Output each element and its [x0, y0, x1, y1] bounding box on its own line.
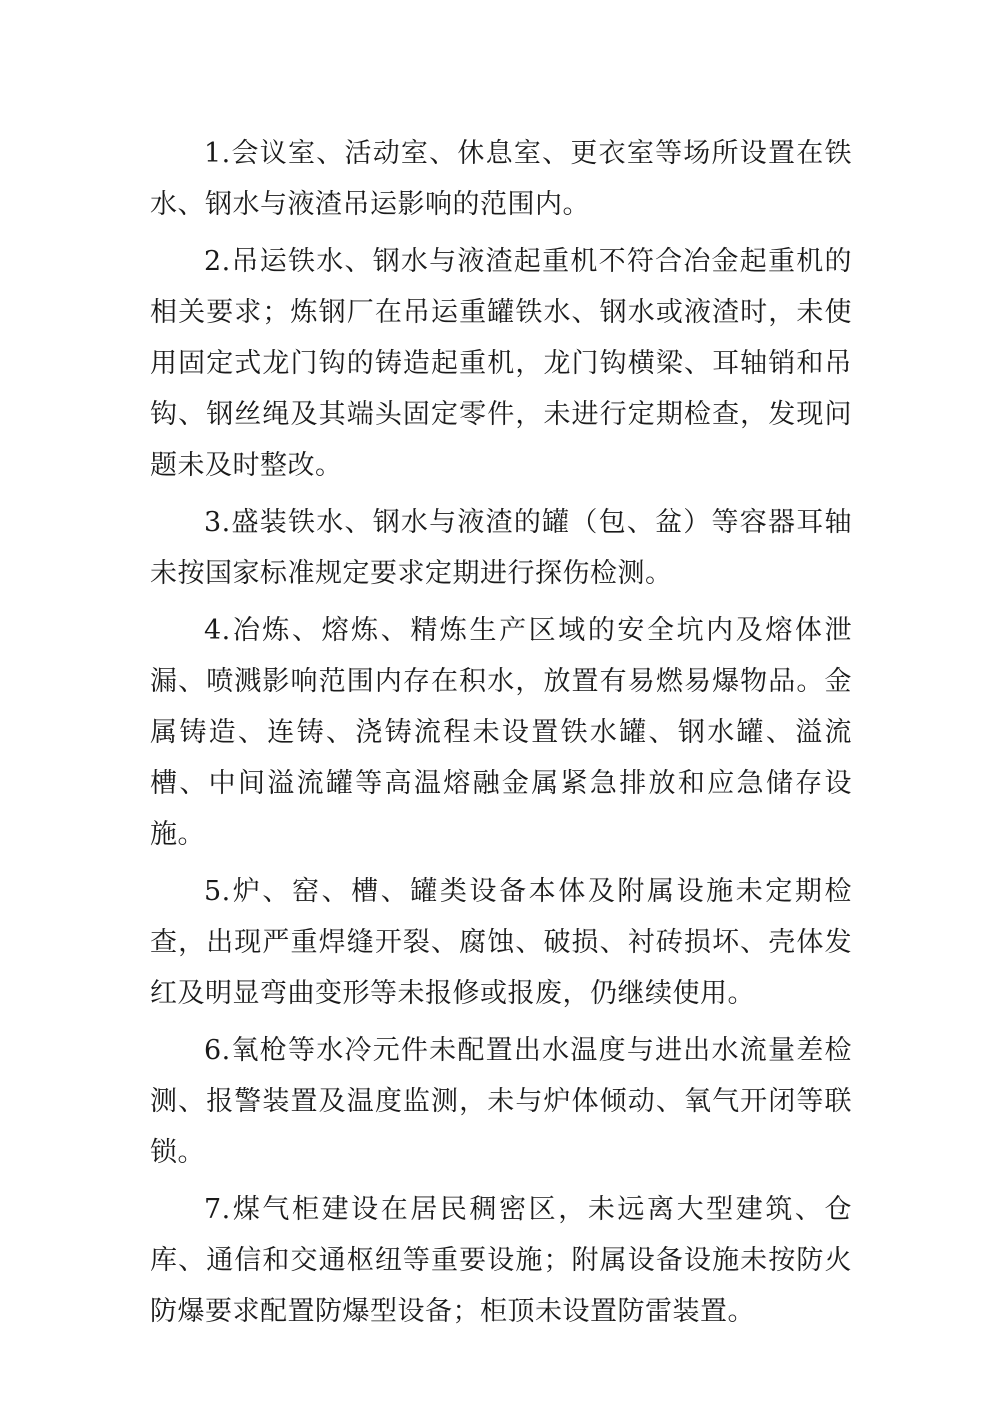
- list-item-2: 2.吊运铁水、钢水与液渣起重机不符合冶金起重机的相关要求；炼钢厂在吊运重罐铁水、钢水或液渣时，未使用固定式龙门钩的铸造起重机，龙门钩横梁、耳轴销和吊钩、钢丝绳及其端头固定零件，未进行定期检查，发现问题未及时整改。: [150, 246, 852, 481]
- document-body: [150, 128, 852, 1343]
- list-item-6: 6.氧枪等水冷元件未配置出水温度与进出水流量差检测、报警装置及温度监测，未与炉体倾动、氧气开闭等联锁。: [150, 1035, 852, 1168]
- list-item-5: 5.炉、窑、槽、罐类设备本体及附属设施未定期检查，出现严重焊缝开裂、腐蚀、破损、衬砖损坏、壳体发红及明显弯曲变形等未报修或报废，仍继续使用。: [150, 876, 852, 1009]
- list-item-1: 1.会议室、活动室、休息室、更衣室等场所设置在铁水、钢水与液渣吊运影响的范围内。: [150, 138, 852, 220]
- list-item-7: 7.煤气柜建设在居民稠密区，未远离大型建筑、仓库、通信和交通枢纽等重要设施；附属设备设施未按防火防爆要求配置防爆型设备；柜顶未设置防雷装置。: [150, 1194, 852, 1327]
- list-item-4: 4.冶炼、熔炼、精炼生产区域的安全坑内及熔体泄漏、喷溅影响范围内存在积水，放置有易燃易爆物品。金属铸造、连铸、浇铸流程未设置铁水罐、钢水罐、溢流槽、中间溢流罐等高温熔融金属紧急排放和应急储存设施。: [150, 615, 852, 850]
- list-item-3: 3.盛装铁水、钢水与液渣的罐（包、盆）等容器耳轴未按国家标准规定要求定期进行探伤检测。: [150, 507, 852, 589]
